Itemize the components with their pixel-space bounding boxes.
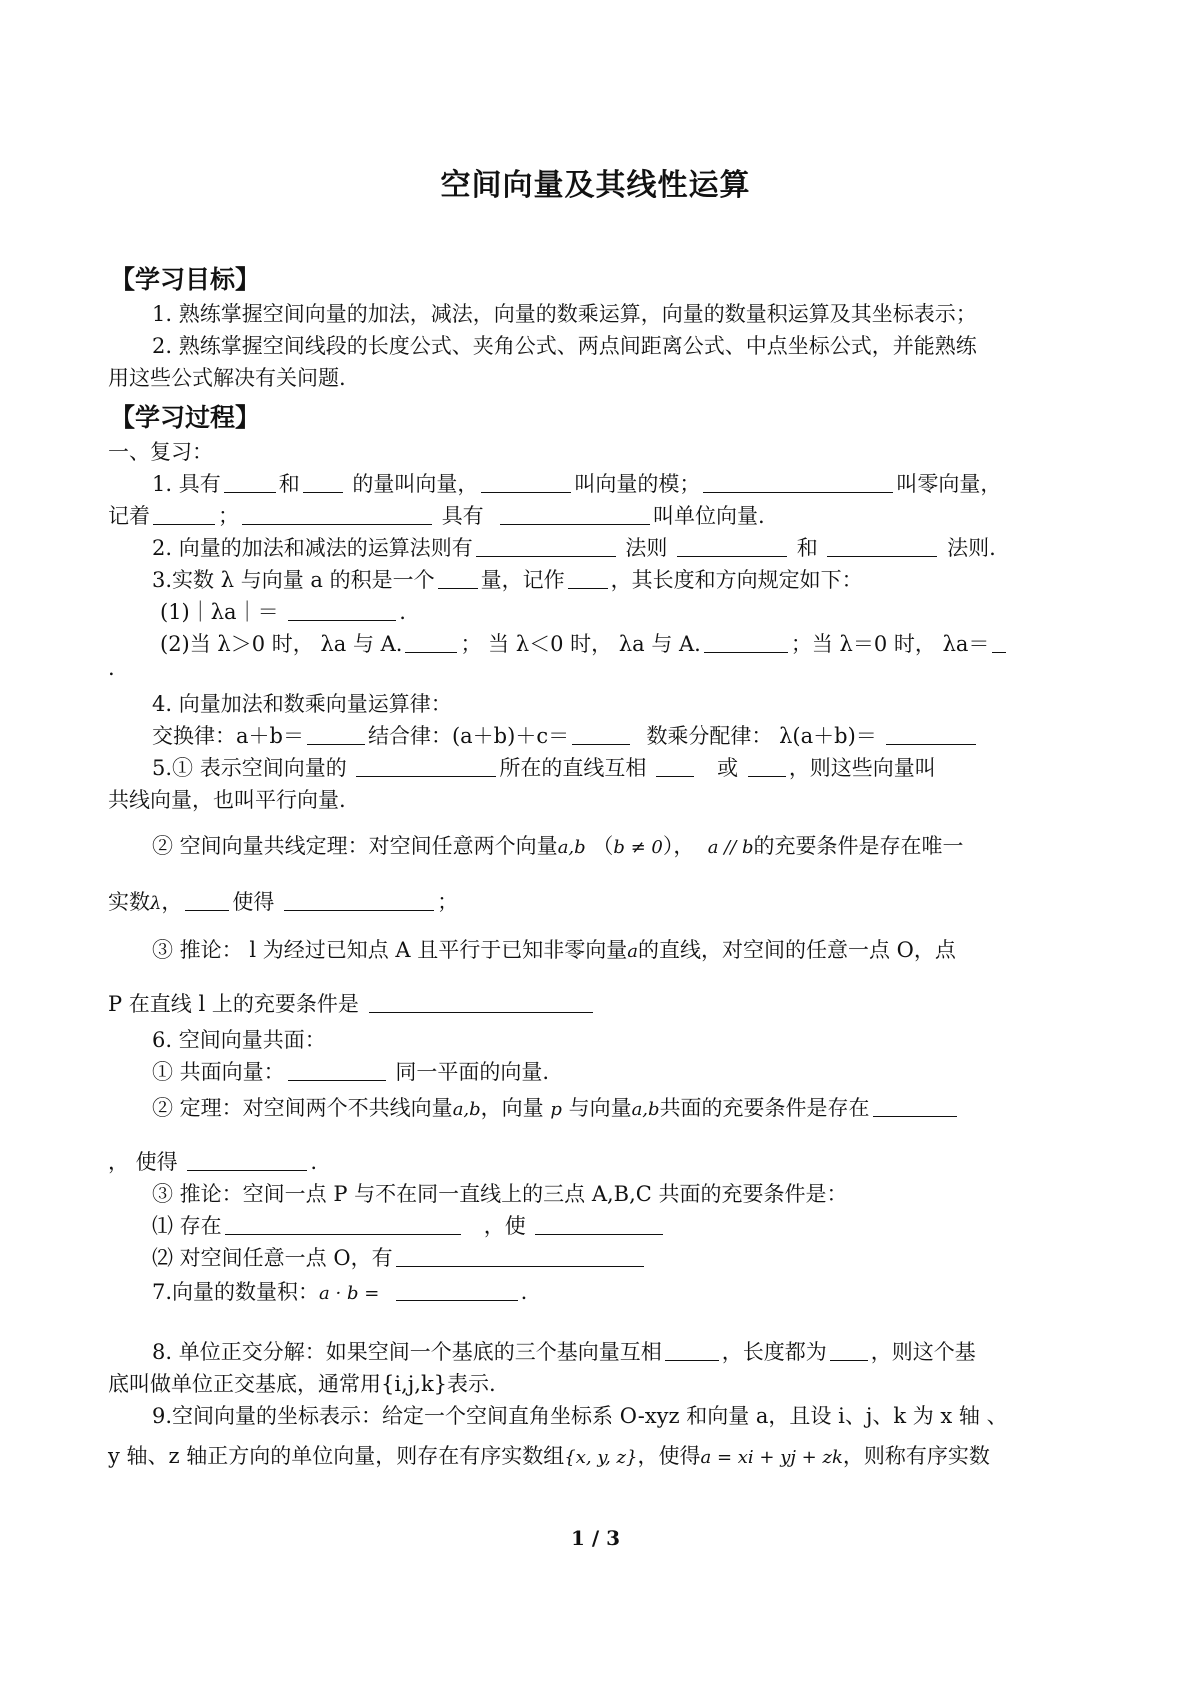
text: ① 共面向量： (152, 1060, 285, 1084)
question-5 (152, 754, 936, 782)
answer-blank[interactable] (187, 1150, 307, 1171)
page-number: 1 / 3 (570, 1526, 621, 1550)
text: ，使得 (637, 1444, 701, 1468)
text: ； (218, 504, 239, 528)
text: . (520, 1280, 528, 1304)
text: (1)｜λa｜＝ (160, 600, 279, 624)
question-5-wrap: 共线向量，也叫平行向量. (108, 788, 346, 812)
question-3-part-2 (160, 630, 1009, 658)
text: 所在的直线互相 (499, 756, 647, 780)
answer-blank[interactable] (656, 756, 694, 777)
text: . (399, 600, 406, 624)
goal-2-line-1: 2. 熟练掌握空间线段的长度公式、夹角公式、两点间距离公式、中点坐标公式，并能熟练 (152, 334, 977, 358)
question-3-part-2-wrap: . (108, 656, 115, 680)
text: 交换律：a＋b＝ (152, 724, 304, 748)
answer-blank[interactable] (704, 632, 788, 653)
text: ⑵ 对空间任意一点 O，有 (152, 1246, 393, 1270)
answer-blank[interactable] (288, 600, 396, 621)
question-5-theorem: ② 空间向量共线定理：对空间任意两个向量a,b （b ≠ 0）， a // b的充要条件是存在唯一 (152, 834, 964, 858)
text: 5.① 表示空间向量的 (152, 756, 347, 780)
page-title: 空间向量及其线性运算 (440, 168, 751, 203)
text: ，向量 (480, 1096, 544, 1120)
question-1-line-2 (108, 502, 765, 530)
answer-blank[interactable] (830, 1340, 868, 1361)
dot-product: a · b = (319, 1283, 380, 1304)
text: ，则这个基 (870, 1340, 976, 1364)
text: 和 (796, 536, 818, 560)
question-6-theorem (152, 1094, 960, 1124)
answer-blank[interactable] (369, 992, 593, 1013)
answer-blank[interactable] (284, 890, 434, 911)
text: ，长度都为 (721, 1340, 827, 1364)
answer-blank[interactable] (665, 1340, 719, 1361)
text: 2. 向量的加法和减法的运算法则有 (152, 536, 473, 560)
question-5-theorem-wrap (108, 888, 458, 918)
text: 7.向量的数量积： (152, 1280, 320, 1304)
answer-blank[interactable] (992, 632, 1006, 653)
text: 数乘分配律： λ(a＋b)＝ (646, 724, 877, 748)
question-6-part-1 (152, 1058, 549, 1086)
text: 法则. (947, 536, 996, 560)
question-2 (152, 534, 996, 562)
answer-blank[interactable] (500, 504, 650, 525)
question-8 (152, 1338, 976, 1366)
text: ；当 λ＝0 时， λa＝ (790, 632, 990, 656)
answer-blank[interactable] (873, 1096, 957, 1117)
answer-blank[interactable] (224, 472, 276, 493)
text: 1. 具有 (152, 472, 221, 496)
text: ，其长度和方向规定如下： (610, 568, 863, 592)
vector-a-b: a,b (557, 837, 586, 858)
answer-blank[interactable] (827, 536, 937, 557)
text: ，使 (483, 1214, 526, 1238)
answer-blank[interactable] (396, 1246, 644, 1267)
answer-blank[interactable] (677, 536, 787, 557)
vector-a: a (627, 941, 638, 962)
question-6: 6. 空间向量共面： (152, 1028, 326, 1052)
question-4: 4. 向量加法和数乘向量运算律： (152, 692, 452, 716)
text: 3.实数 λ 与向量 a 的积是一个 (152, 568, 435, 592)
text: ） (662, 834, 674, 858)
text: 和 (278, 472, 300, 496)
answer-blank[interactable] (481, 472, 571, 493)
text: 叫单位向量. (653, 504, 765, 528)
answer-blank[interactable] (185, 890, 229, 911)
text: ⑴ 存在 (152, 1214, 222, 1238)
answer-blank[interactable] (225, 1214, 461, 1235)
text: y 轴、z 轴正方向的单位向量，则存在有序实数组 (108, 1444, 565, 1468)
vector-a-parallel-b: a // b (707, 837, 754, 858)
text: 的量叫向量， (352, 472, 479, 496)
text: ； 当 λ＜0 时， λa 与 A. (460, 632, 701, 656)
text: 共面的充要条件是存在 (659, 1096, 870, 1120)
text: ，则这些向量叫 (788, 756, 936, 780)
lambda-symbol: λ (150, 893, 162, 914)
text: . (310, 1150, 318, 1174)
vector-b-nonzero: b ≠ 0 (613, 837, 663, 858)
text: (2)当 λ＞0 时， λa 与 A. (160, 632, 403, 656)
text: P 在直线 l 上的充要条件是 (108, 992, 359, 1016)
answer-blank[interactable] (303, 472, 343, 493)
text: ， 使得 (108, 1150, 178, 1174)
answer-blank[interactable] (748, 756, 786, 777)
answer-blank[interactable] (396, 1280, 518, 1301)
answer-blank[interactable] (405, 632, 457, 653)
text: 8. 单位正交分解：如果空间一个基底的三个基向量互相 (152, 1340, 662, 1364)
text: ，则称有序实数 (842, 1444, 990, 1468)
question-5-corollary (152, 936, 956, 966)
text: （ (592, 834, 614, 858)
answer-blank[interactable] (307, 724, 365, 745)
question-6-theorem-wrap (108, 1148, 317, 1176)
question-3 (152, 566, 863, 594)
answer-blank[interactable] (703, 472, 893, 493)
answer-blank[interactable] (572, 724, 630, 745)
vector-p: p (550, 1099, 562, 1120)
vector-decomposition: a = xi + yj + zk (700, 1447, 843, 1468)
answer-blank[interactable] (476, 536, 616, 557)
question-3-part-1 (160, 598, 406, 626)
question-6-corollary-2 (152, 1244, 647, 1272)
answer-blank[interactable] (356, 756, 496, 777)
goal-2-line-2: 用这些公式解决有关问题. (108, 366, 346, 390)
answer-blank[interactable] (535, 1214, 663, 1235)
text: ， (161, 890, 183, 914)
question-4-laws (152, 722, 979, 750)
question-1-line-1 (152, 470, 1001, 498)
section-heading-process: 【学习过程】 (110, 403, 261, 432)
vector-a-b: a,b (631, 1099, 660, 1120)
text: 叫零向量， (896, 472, 1002, 496)
question-7 (152, 1278, 527, 1308)
answer-blank[interactable] (242, 504, 432, 525)
question-8-wrap: 底叫做单位正交基底，通常用{i,j,k}表示. (108, 1372, 496, 1396)
goal-1: 1. 熟练掌握空间向量的加法，减法，向量的数乘运算，向量的数量积运算及其坐标表示； (152, 302, 977, 326)
coordinate-triple: {x, y, z} (564, 1447, 638, 1468)
text: 量，记作 (480, 568, 565, 592)
text: ② 空间向量共线定理：对空间任意两个向量 (152, 834, 558, 858)
text: 具有 (441, 504, 484, 528)
text: 法则 (625, 536, 668, 560)
vector-a-b: a,b (452, 1099, 481, 1120)
review-label: 一、复习： (108, 440, 213, 464)
text: ② 定理：对空间两个不共线向量 (152, 1096, 453, 1120)
text: 叫向量的模； (574, 472, 701, 496)
text: 使得 (232, 890, 275, 914)
text: ③ 推论： l 为经过已知点 A 且平行于已知非零向量 (152, 938, 628, 962)
section-heading-goals: 【学习目标】 (110, 265, 261, 294)
text: 记着 (108, 504, 150, 528)
text: 的充要条件是存在唯一 (753, 834, 964, 858)
question-6-corollary: ③ 推论：空间一点 P 与不在同一直线上的三点 A,B,C 共面的充要条件是： (152, 1182, 848, 1206)
question-5-corollary-wrap (108, 990, 596, 1018)
question-9-wrap (108, 1442, 990, 1472)
text: 实数 (108, 890, 150, 914)
text: ； (437, 890, 459, 914)
question-6-corollary-1 (152, 1212, 666, 1240)
answer-blank[interactable] (288, 1060, 386, 1081)
answer-blank[interactable] (886, 724, 976, 745)
text: 同一平面的向量. (395, 1060, 550, 1084)
text: 或 (717, 756, 739, 780)
text: 结合律：(a＋b)＋c＝ (367, 724, 570, 748)
text: 与向量 (568, 1096, 632, 1120)
answer-blank[interactable] (568, 568, 608, 589)
text: 的直线，对空间的任意一点 O，点 (638, 938, 956, 962)
answer-blank[interactable] (438, 568, 478, 589)
answer-blank[interactable] (153, 504, 215, 525)
question-9: 9.空间向量的坐标表示：给定一个空间直角坐标系 O-xyz 和向量 a，且设 i、j、k 为 x 轴 、 (152, 1404, 1008, 1428)
